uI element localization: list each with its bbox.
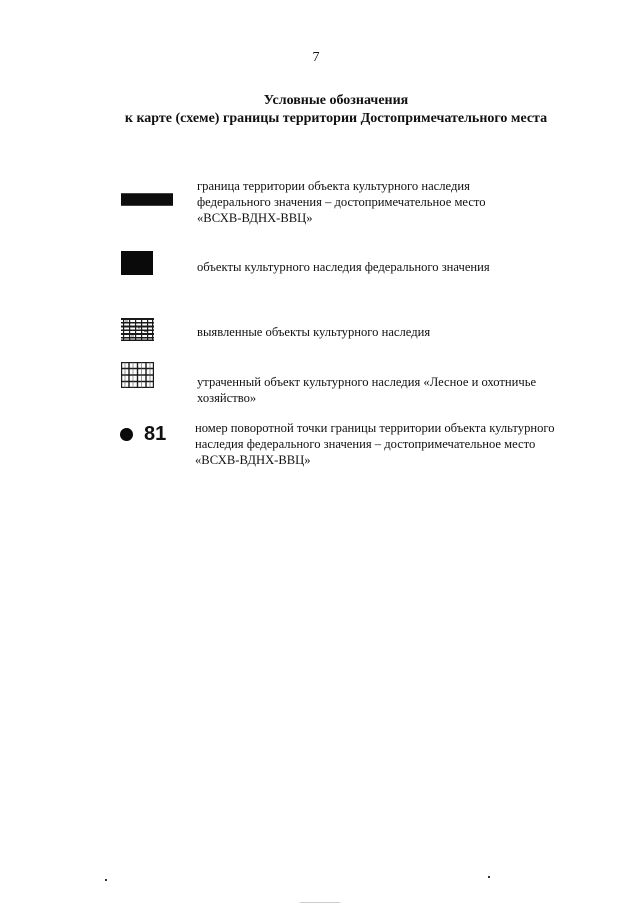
boundary-line-symbol xyxy=(121,193,173,206)
legend-subtitle: к карте (схеме) границы территории Достопримечательного места xyxy=(124,111,548,126)
legend-item-lost-text xyxy=(197,374,536,406)
identified-heritage-hatch xyxy=(121,318,154,341)
legend-text-line: «ВСХВ-ВДНХ-ВВЦ» xyxy=(197,211,313,225)
legend-text-line: объекты культурного наследия федерального значения xyxy=(197,260,490,274)
scan-speck xyxy=(488,876,490,878)
federal-heritage-square xyxy=(121,251,153,275)
legend-item-identified-text xyxy=(197,324,430,340)
legend-text-line: «ВСХВ-ВДНХ-ВВЦ» xyxy=(195,453,311,467)
scan-speck xyxy=(105,879,107,881)
scan-edge-mark xyxy=(300,902,340,903)
legend-text-line: утраченный объект культурного наследия «Лесное и охотничье xyxy=(197,375,537,389)
legend-item-federal-text xyxy=(197,259,490,275)
turning-point-marker xyxy=(120,423,166,445)
legend-text-line: номер поворотной точки границы территории объекта культурного xyxy=(195,421,555,435)
legend-text-line: наследия федерального значения – достопримечательное место xyxy=(195,437,536,451)
point-dot-icon xyxy=(120,428,133,441)
turning-point-number: 81 xyxy=(144,423,167,445)
legend-item-boundary-text xyxy=(197,178,486,226)
legend-text-line: хозяйство» xyxy=(197,391,257,405)
page-number: 7 xyxy=(312,50,320,65)
legend-title: Условные обозначения xyxy=(263,93,409,108)
lost-heritage-grid xyxy=(121,362,154,388)
legend-item-turning-point-text xyxy=(195,420,555,468)
legend-text-line: граница территории объекта культурного наследия xyxy=(197,179,470,193)
legend-text-line: федерального значения – достопримечательное место xyxy=(197,195,486,209)
legend-text-line: выявленные объекты культурного наследия xyxy=(197,325,431,339)
